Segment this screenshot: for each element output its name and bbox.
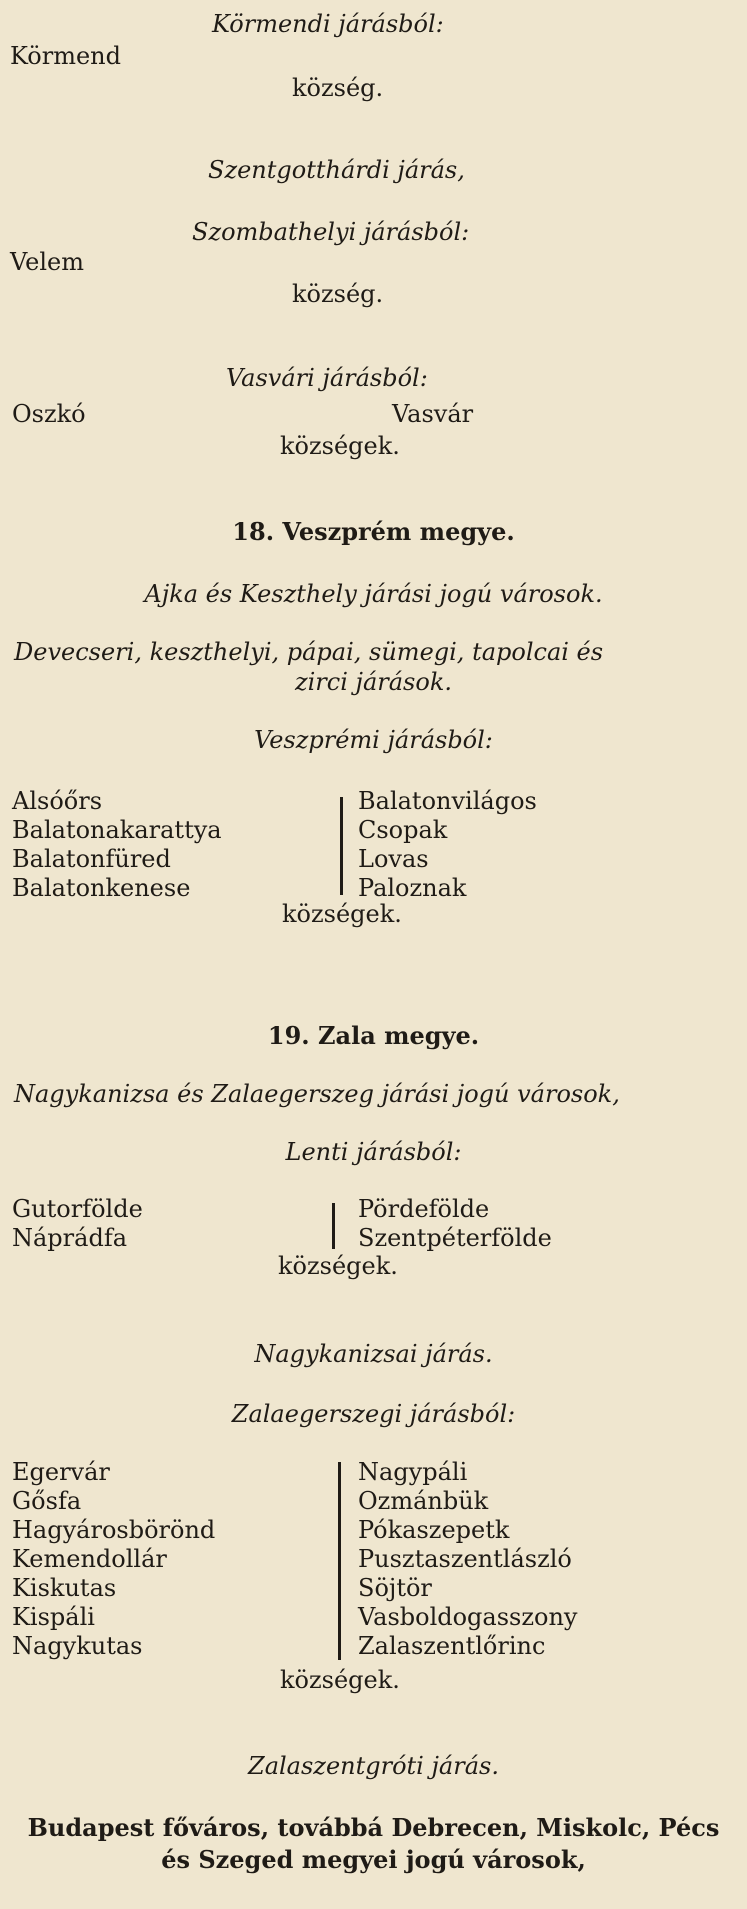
column-divider xyxy=(338,1462,341,1660)
district-heading-lenti: Lenti járásból: xyxy=(285,1138,462,1166)
settlements-left-lenti xyxy=(12,1195,143,1253)
settlement: Pókaszepetk xyxy=(358,1516,510,1544)
districts-veszprem-line1: Devecseri, keszthelyi, pápai, sümegi, tapolcai és xyxy=(14,638,604,666)
settlement: Nagykutas xyxy=(12,1632,143,1660)
settlements-left-veszpremi xyxy=(12,787,222,903)
county-title-zala: 19. Zala megye. xyxy=(267,1021,480,1050)
settlements-right-veszpremi xyxy=(358,787,537,903)
settlement: Pusztaszentlászló xyxy=(358,1545,572,1573)
settlement-vasvar: Vasvár xyxy=(392,400,474,428)
settlement: Ozmánbük xyxy=(358,1487,489,1515)
kozsegek-label-vasvari: községek. xyxy=(280,432,400,460)
district-heading-kormendi: Körmendi járásból: xyxy=(212,10,444,38)
settlements-right-lenti xyxy=(358,1195,552,1253)
column-divider xyxy=(340,797,343,895)
settlement: Nagypáli xyxy=(358,1458,468,1486)
settlement: Csopak xyxy=(358,816,448,844)
settlement: Zalaszentlőrinc xyxy=(358,1632,546,1660)
settlement: Balatonvilágos xyxy=(358,787,537,815)
settlement: Kiskutas xyxy=(12,1574,117,1602)
closing-line-2: és Szeged megyei jogú városok, xyxy=(161,1845,586,1874)
settlement-oszko: Oszkó xyxy=(12,400,86,428)
kozsegek-label-veszpremi: községek. xyxy=(282,900,402,928)
settlement: Náprádfa xyxy=(12,1224,128,1252)
settlement: Szentpéterfölde xyxy=(358,1224,552,1252)
district-heading-veszpremi: Veszprémi járásból: xyxy=(254,726,493,754)
county-title-veszprem: 18. Veszprém megye. xyxy=(232,517,515,546)
towns-zala: Nagykanizsa és Zalaegerszeg járási jogú városok, xyxy=(14,1080,620,1108)
kozsegek-label-lenti: községek. xyxy=(278,1252,398,1280)
settlement: Kemendollár xyxy=(12,1545,167,1573)
settlement: Gutorfölde xyxy=(12,1195,143,1223)
district-heading-szombathelyi: Szombathelyi járásból: xyxy=(192,218,470,246)
settlement: Alsóőrs xyxy=(12,787,103,815)
settlement: Kispáli xyxy=(12,1603,95,1631)
column-divider xyxy=(332,1203,335,1249)
settlement: Lovas xyxy=(358,845,429,873)
settlement: Paloznak xyxy=(358,874,467,902)
settlement: Hagyárosbörönd xyxy=(12,1516,216,1544)
settlement: Balatonakarattya xyxy=(12,816,222,844)
towns-veszprem: Ajka és Keszthely járási jogú városok. xyxy=(144,580,603,608)
settlements-right-zalaegerszegi xyxy=(358,1458,577,1661)
kozseg-label-kormendi: község. xyxy=(292,74,384,102)
district-heading-zalaegerszegi: Zalaegerszegi járásból: xyxy=(231,1400,516,1428)
kozsegek-label-zalaegerszegi: községek. xyxy=(280,1666,400,1694)
district-nagykanizsai: Nagykanizsai járás. xyxy=(254,1340,493,1368)
closing-line-1: Budapest főváros, továbbá Debrecen, Miskolc, Pécs xyxy=(27,1813,720,1842)
settlement: Balatonfüred xyxy=(12,845,171,873)
district-szentgotthardi: Szentgotthárdi járás, xyxy=(208,156,465,184)
settlement: Pördefölde xyxy=(358,1195,490,1223)
settlement: Balatonkenese xyxy=(12,874,191,902)
settlement-kormend: Körmend xyxy=(10,42,121,70)
district-heading-vasvari: Vasvári járásból: xyxy=(226,364,428,392)
settlement-velem: Velem xyxy=(10,248,84,276)
settlement: Vasboldogasszony xyxy=(358,1603,578,1631)
kozseg-label-szombathelyi: község. xyxy=(292,280,384,308)
settlement: Egervár xyxy=(12,1458,110,1486)
district-zalaszentgroti: Zalaszentgróti járás. xyxy=(248,1752,499,1780)
settlement: Gősfa xyxy=(12,1487,82,1515)
districts-veszprem-line2: zirci járások. xyxy=(294,668,452,696)
settlements-left-zalaegerszegi xyxy=(12,1458,215,1661)
settlement: Söjtör xyxy=(358,1574,432,1602)
